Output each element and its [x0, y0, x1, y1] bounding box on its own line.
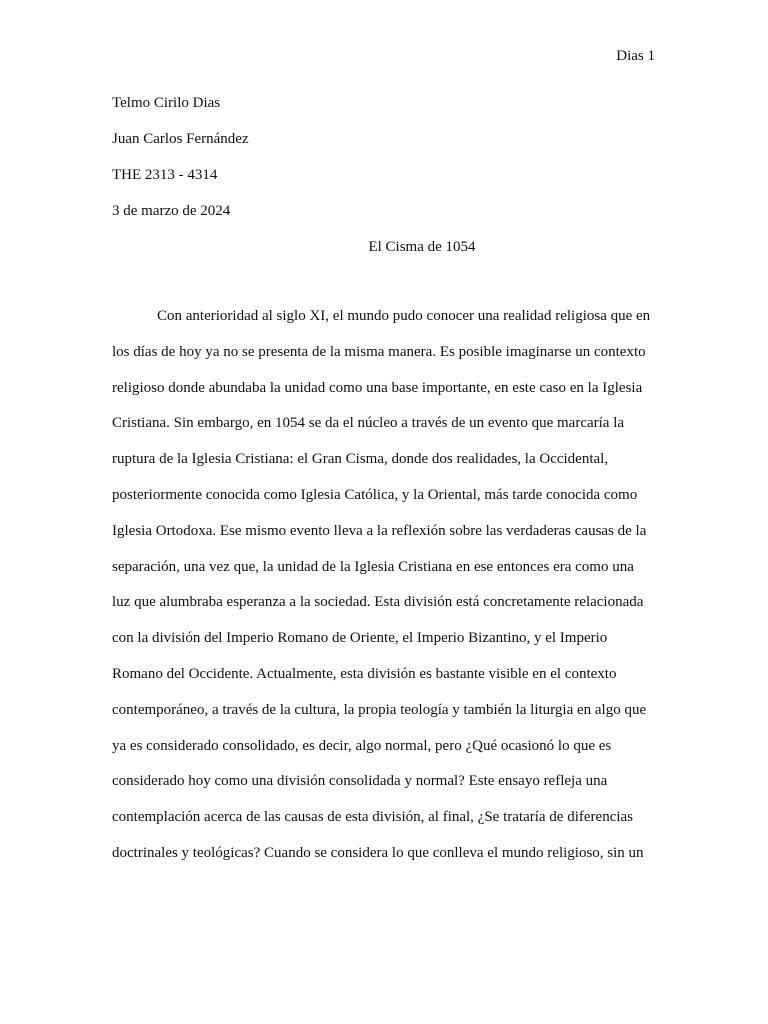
body-line: considerado hoy como una división consolidada y normal? Este ensayo refleja una	[112, 773, 608, 790]
course-code: THE 2313 - 4314	[112, 167, 218, 183]
body-line: religioso donde abundaba la unidad como una base importante, en este caso en la Iglesia	[112, 379, 643, 396]
body-line: contemporáneo, a través de la cultura, la propia teología y también la liturgia en algo que	[112, 701, 647, 718]
body-line: Iglesia Ortodoxa. Ese mismo evento lleva a la reflexión sobre las verdaderas causas de la	[112, 522, 647, 539]
body-line: Romano del Occidente. Actualmente, esta división es bastante visible en el contexto	[112, 665, 617, 682]
body-line: los días de hoy ya no se presenta de la misma manera. Es posible imaginarse un contexto	[112, 343, 646, 360]
body-line: ya es considerado consolidado, es decir, algo normal, pero ¿Qué ocasionó lo que es	[112, 737, 612, 754]
author-name: Telmo Cirilo Dias	[112, 95, 221, 111]
essay-title: El Cisma de 1054	[368, 239, 476, 255]
body-line: con la división del Imperio Romano de Oriente, el Imperio Bizantino, y el Imperio	[112, 630, 608, 647]
body-line: posteriormente conocida como Iglesia Católica, y la Oriental, más tarde conocida como	[112, 486, 638, 503]
body-line: contemplación acerca de las causas de esta división, al final, ¿Se trataría de diferencias	[112, 809, 634, 826]
body-line: doctrinales y teológicas? Cuando se considera lo que conlleva el mundo religioso, sin un	[112, 844, 644, 861]
body-line: separación, una vez que, la unidad de la Iglesia Cristiana en ese entonces era como una	[112, 558, 634, 575]
body-line: Con anterioridad al siglo XI, el mundo pudo conocer una realidad religiosa que en	[157, 308, 651, 324]
running-head: Dias 1	[616, 48, 655, 64]
body-line: Cristiana. Sin embargo, en 1054 se da el núcleo a través de un evento que marcaría la	[112, 415, 625, 432]
mla-heading	[112, 93, 656, 237]
submission-date: 3 de marzo de 2024	[112, 203, 231, 219]
body-line: luz que alumbraba esperanza a la sociedad. Esta división está concretamente relacionada	[112, 594, 644, 611]
essay-body	[112, 306, 656, 879]
body-line: ruptura de la Iglesia Cristiana: el Gran Cisma, donde dos realidades, la Occidental,	[112, 451, 609, 468]
instructor-name: Juan Carlos Fernández	[112, 131, 249, 147]
